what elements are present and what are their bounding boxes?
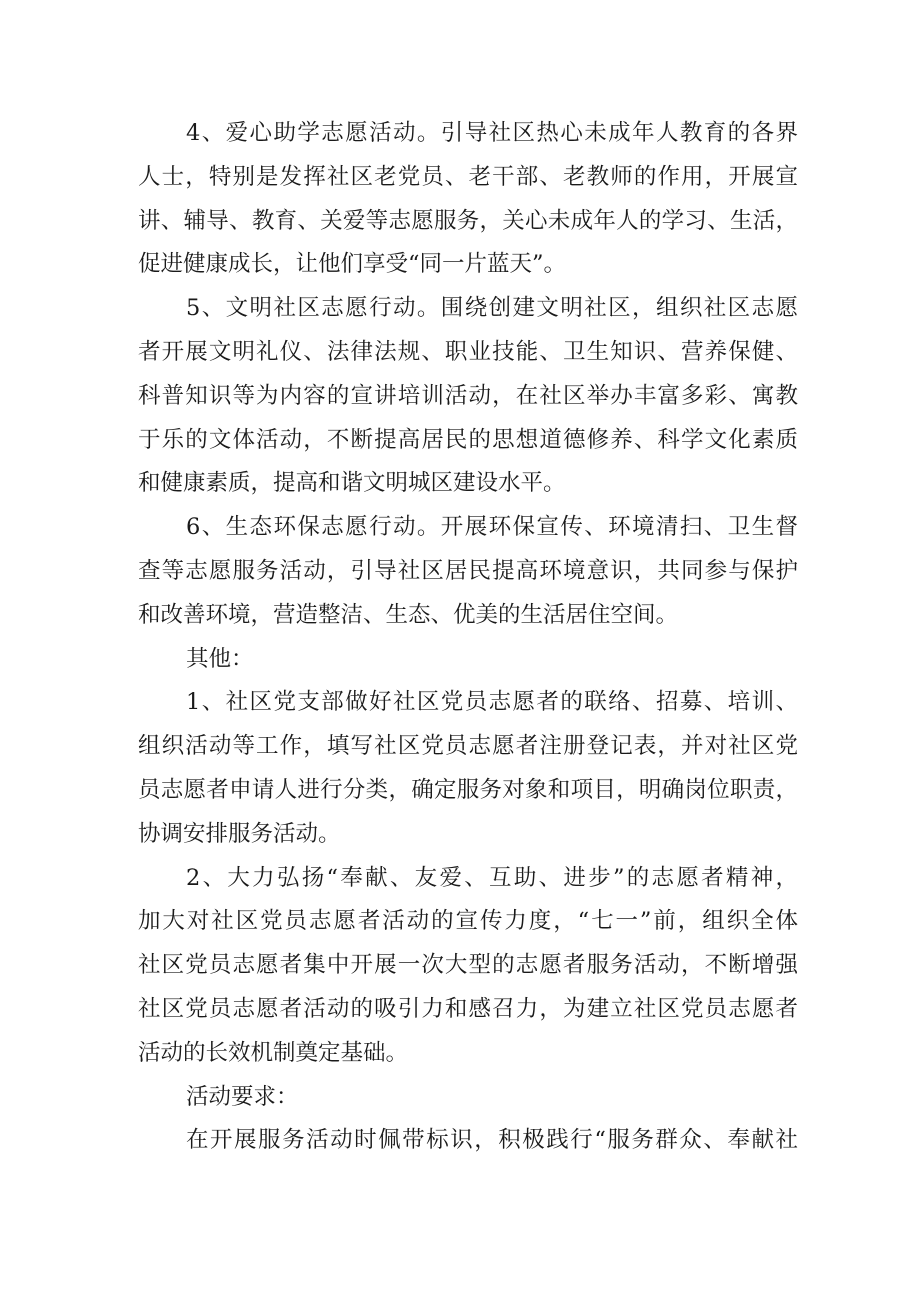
paragraph-line: 在开展服务活动时佩带标识，积极践行“服务群众、奉献社 bbox=[186, 1127, 798, 1154]
paragraph-line: 6、生态环保志愿行动。开展环保宣传、环境清扫、卫生督 bbox=[186, 514, 798, 541]
paragraph-line: 协调安排服务活动。 bbox=[138, 820, 341, 847]
paragraph-line: 科普知识等为内容的宣讲培训活动，在社区举办丰富多彩、寓教 bbox=[138, 382, 798, 409]
paragraph-line: 1、社区党支部做好社区党员志愿者的联络、招募、培训、 bbox=[186, 689, 798, 716]
paragraph-line: 者开展文明礼仪、法律法规、职业技能、卫生知识、营养保健、 bbox=[138, 338, 798, 365]
paragraph-line: 讲、辅导、教育、关爱等志愿服务，关心未成年人的学习、生活， bbox=[138, 207, 798, 234]
section-heading: 活动要求： bbox=[186, 1083, 299, 1110]
paragraph-line: 员志愿者申请人进行分类，确定服务对象和项目，明确岗位职责， bbox=[138, 776, 798, 803]
paragraph-line: 4、爱心助学志愿活动。引导社区热心未成年人教育的各界 bbox=[186, 120, 798, 146]
paragraph-line: 人士，特别是发挥社区老党员、老干部、老教师的作用，开展宣 bbox=[138, 163, 798, 190]
paragraph-line: 社区党员志愿者集中开展一次大型的志愿者服务活动，不断增强 bbox=[138, 952, 798, 979]
paragraph-line: 和改善环境，营造整洁、生态、优美的生活居住空间。 bbox=[138, 601, 679, 628]
paragraph-line: 5、文明社区志愿行动。围绕创建文明社区，组织社区志愿 bbox=[186, 295, 798, 322]
paragraph-line: 社区党员志愿者活动的吸引力和感召力，为建立社区党员志愿者 bbox=[138, 995, 798, 1022]
paragraph-line: 于乐的文体活动，不断提高居民的思想道德修养、科学文化素质 bbox=[138, 426, 798, 453]
section-heading: 其他： bbox=[186, 645, 254, 672]
paragraph-line: 查等志愿服务活动，引导社区居民提高环境意识，共同参与保护 bbox=[138, 557, 798, 584]
document-body bbox=[138, 112, 798, 1163]
paragraph-line: 2、大力弘扬“奉献、友爱、互助、进步”的志愿者精神， bbox=[186, 864, 798, 891]
paragraph-line: 组织活动等工作，填写社区党员志愿者注册登记表，并对社区党 bbox=[138, 733, 798, 760]
paragraph-line: 加大对社区党员志愿者活动的宣传力度，“七一”前，组织全体 bbox=[138, 908, 798, 935]
paragraph-line: 和健康素质，提高和谐文明城区建设水平。 bbox=[138, 470, 566, 497]
paragraph-line: 促进健康成长，让他们享受“同一片蓝天”。 bbox=[138, 251, 567, 278]
paragraph-line: 活动的长效机制奠定基础。 bbox=[138, 1039, 409, 1066]
